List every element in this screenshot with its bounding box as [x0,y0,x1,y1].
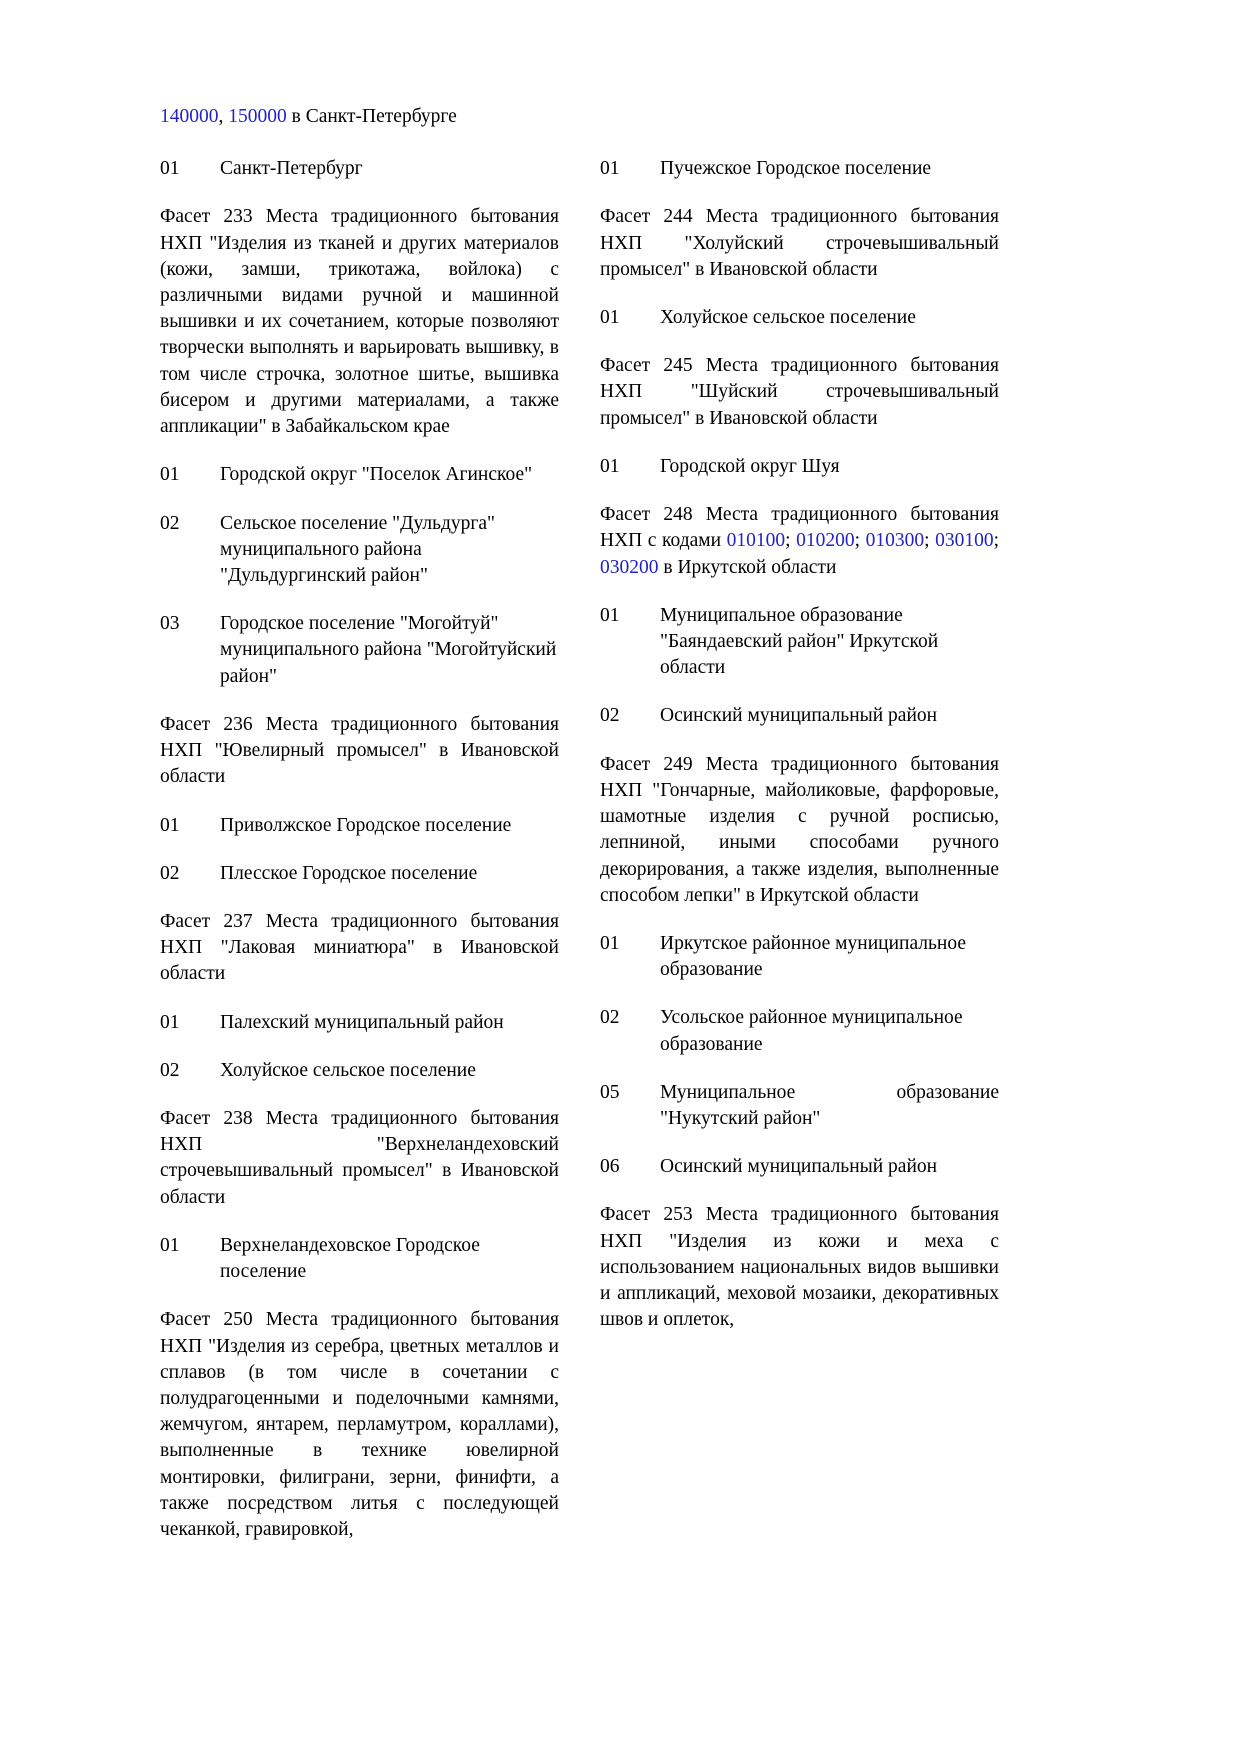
list-item-number: 01 [600,307,620,328]
list-item-label: Холуйское сельское поселение [660,307,916,328]
list-item-label: Приволжское Городское поселение [220,814,512,836]
list-item-number: 01 [160,814,180,836]
facet-245-paragraph: Фасет 245 Места традиционного бытования НХП "Шуйский строчевышивальный промысел" в Ивановской области [600,355,999,429]
list-item-label: Палехский муниципальный район [220,1011,504,1033]
list-item-usolskoe-rayonnoe [600,1005,999,1057]
list-item-label: Городской округ "Поселок Агинское" [220,464,533,486]
list-item-label: Городской округ Шуя [660,455,840,477]
code-link-010300[interactable]: 010300 [865,530,925,552]
list-item-kholuyskoe-selskoe [160,1058,559,1084]
facet-249-paragraph: Фасет 249 Места традиционного бытования НХП "Гончарные, майоликовые, фарфоровые, шамотные изделия с ручной росписью, лепниной, иными способами ручного декорирования, а также изделия, выполненные способом лепки" в Иркутской области [600,753,999,906]
facet-233-paragraph: Фасет 233 Места традиционного бытования НХП "Изделия из тканей и других материалов (кожи, замши, трикотажа, войлока) с различными видами ручной и машинной вышивки и их сочетанием, которые позволяют творчески выполнять и варьировать вышивку, в том числе строчка, золотное шитье, вышивка бисером и другими материалами, а также аппликации" в Забайкальском крае [160,206,559,438]
code-separator: ; [993,530,999,552]
code-link-030200[interactable]: 030200 [600,556,659,578]
list-item-number: 01 [600,604,620,626]
list-item-label: Холуйское сельское поселение [220,1059,476,1081]
code-separator: ; [785,530,797,552]
list-item-number: 01 [600,158,620,180]
right-column [600,156,999,1355]
facet-250-paragraph: Фасет 250 Места традиционного бытования НХП "Изделия из серебра, цветных металлов и сплавов (в том числе в сочетании с полудрагоценными и поделочными камнями, жемчугом, янтарем, перламутром, кораллами), выполненные в технике ювелирной монтировки, филиграни, зерни, финифти, а также посредством литья с последующей чеканкой, гравировкой, [160,1309,559,1541]
code-separator: ; [924,530,936,552]
list-item-kholuyskoe-selskoe-2 [600,305,999,331]
page-title [160,104,1000,130]
list-item-label: Иркутское районное муниципальное образование [660,932,966,981]
list-item-label: Осинский муниципальный район [660,705,938,727]
list-item-number: 02 [600,1007,620,1029]
list-item-label: Сельское поселение "Дульдурга" муниципального района "Дульдургинский район" [220,512,495,586]
list-item-verkhnelandekhovskoe [160,1233,559,1285]
facet-237-paragraph: Фасет 237 Места традиционного бытования НХП "Лаковая миниатюра" в Ивановской области [160,910,559,985]
code-link-030100[interactable]: 030100 [935,530,994,552]
list-item-sankt-peterburg [160,156,559,182]
facet-codes-prefix: Фасет 248 Места традиционного бытования НХП с кодами [600,504,999,552]
list-item-poselok-aginskoe [160,462,559,488]
list-item-duldurga [160,511,559,590]
code-link-010200[interactable]: 010200 [796,530,855,552]
list-item-plesskoe [160,861,559,887]
facet-codes-suffix: в Иркутской области [658,556,837,578]
list-item-label: Санкт-Петербург [220,158,363,180]
list-item-bayandaevskiy [600,603,999,682]
facet-253-paragraph: Фасет 253 Места традиционного бытования НХП "Изделия из кожи и меха с использованием национальных видов вышивки и аппликаций, меховой мозаики, декоративных швов и оплеток, [600,1204,999,1331]
list-item-label: Муниципальное образование "Нукутский район" [660,1081,999,1130]
list-item-osinskiy-2 [600,1154,999,1180]
list-item-palekhskiy [160,1010,559,1036]
list-item-number: 02 [160,512,180,534]
list-item-number: 05 [600,1081,620,1103]
list-item-mogoytuy [160,611,559,690]
list-item-number: 02 [600,705,620,727]
list-item-label: Осинский муниципальный район [660,1156,938,1178]
two-column-body [160,156,1000,1565]
list-item-number: 02 [160,1059,180,1081]
code-link-140000[interactable]: 140000 [160,106,219,127]
list-item-number: 02 [160,862,180,884]
list-item-number: 01 [600,932,620,954]
list-item-gorodskoy-okrug-shuya [600,454,999,480]
list-item-number: 03 [160,613,180,635]
code-link-150000[interactable]: 150000 [228,106,287,127]
list-item-number: 01 [600,455,620,477]
list-item-osinskiy-1 [600,703,999,729]
list-item-number: 01 [160,1011,180,1033]
list-item-number: 01 [160,1234,180,1256]
list-item-puchezhskoe [600,156,999,182]
left-column [160,156,559,1565]
list-item-label: Пучежское Городское поселение [660,158,932,180]
code-separator: ; [854,530,866,552]
list-item-number: 06 [600,1156,620,1178]
facet-236-paragraph: Фасет 236 Места традиционного бытования НХП "Ювелирный промысел" в Ивановской области [160,713,559,788]
list-item-nukutskiy [600,1080,999,1132]
list-item-label: Верхнеландеховское Городское поселение [220,1234,480,1283]
list-item-number: 01 [160,464,180,486]
list-item-irkutskoe-rayonnoe [600,931,999,983]
facet-238-paragraph: Фасет 238 Места традиционного бытования НХП "Верхнеландеховский строчевышивальный промысел" в Ивановской области [160,1108,559,1208]
list-item-label: Усольское районное муниципальное образование [660,1007,963,1055]
list-item-label: Муниципальное образование "Баяндаевский район" Иркутской области [660,604,939,679]
list-item-number: 01 [160,158,180,180]
title-separator: , [218,106,229,127]
list-item-label: Плесское Городское поселение [220,862,478,884]
code-link-010100[interactable]: 010100 [726,530,786,552]
document-content [160,104,1000,1565]
list-item-label: Городское поселение "Могойтуй" муниципального района "Могойтуйский район" [220,613,557,687]
facet-248-paragraph [600,502,999,581]
list-item-privolzhskoe [160,813,559,839]
title-tail: в Санкт-Петербурге [286,106,457,127]
facet-244-paragraph: Фасет 244 Места традиционного бытования НХП "Холуйский строчевышивальный промысел" в Ивановской области [600,206,999,280]
